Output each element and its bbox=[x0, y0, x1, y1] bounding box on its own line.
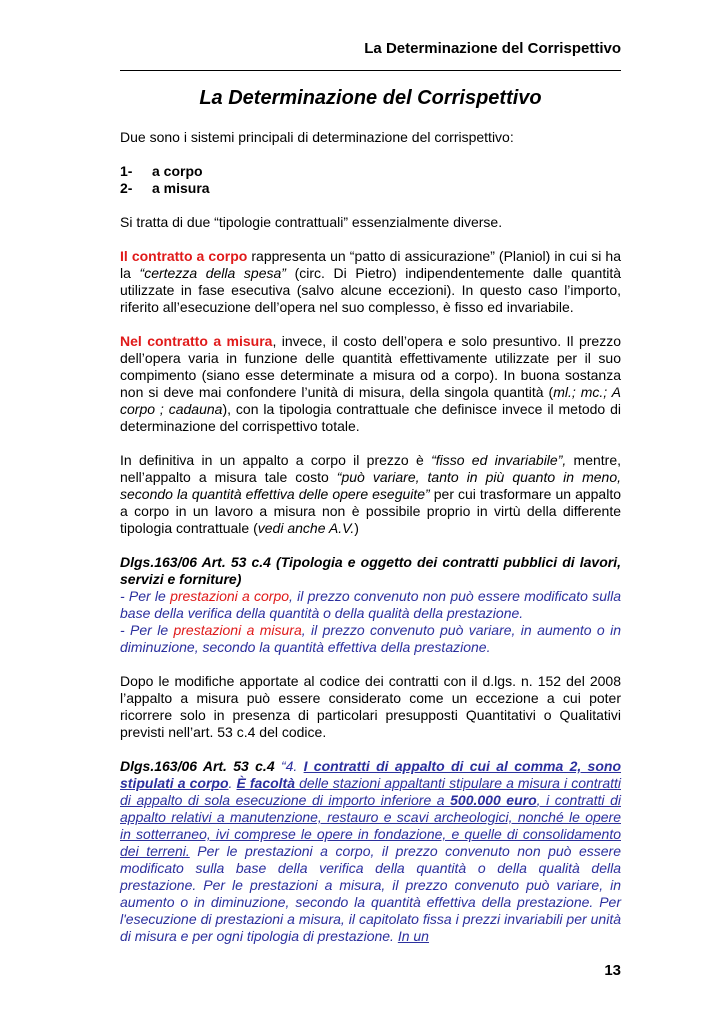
article-heading: Dlgs.163/06 Art. 53 c.4 (Tipologia e oggetto dei contratti pubblici di lavori, servizi e forniture) bbox=[120, 554, 621, 587]
list-item bbox=[120, 180, 621, 197]
modifiche-paragraph: Dopo le modifiche apportate al codice dei contratti con il d.lgs. n. 152 del 2008 l’appalto a misura può essere considerato come un eccezione a cui poter ricorrere solo in presenza di particolari presupposti Quantitativi o Qualitativi previsti nell’art. 53 c.4 del codice. bbox=[120, 673, 621, 740]
article-bullet: - Per le prestazioni a corpo, il prezzo convenuto non può essere modificato sulla base della verifica della quantità o della qualità della prestazione. bbox=[120, 588, 621, 621]
page-title: La Determinazione del Corrispettivo bbox=[199, 87, 542, 109]
article-quote: Dlgs.163/06 Art. 53 c.4 “4. I contratti di appalto di cui al comma 2, sono stipulati a corpo. È facoltà delle stazioni appaltanti stipulare a misura i contratti di appalto di sola esecuzione di importo inferiore a 500.000 euro, i contratti di appalto relativi a manutenzione, restauro e scavi archeologici, nonché le opere in sotterraneo, ivi comprese le opere in fondazione, e quelle di consolidamento dei terreni. Per le prestazioni a corpo, il prezzo convenuto non può essere modificato sulla base della verifica della quantità o della qualità della prestazione. Per le prestazioni a misura, il prezzo convenuto può variare, in aumento o in diminuzione, secondo la quantità effettiva della prestazione. Per l'esecuzione di prestazioni a misura, il capitolato fissa i prezzi invariabili per unità di misura e per ogni tipologia di prestazione. In un bbox=[120, 758, 622, 944]
list-number: 1- bbox=[120, 163, 133, 179]
list-label: a corpo bbox=[152, 163, 203, 179]
intro-paragraph: Due sono i sistemi principali di determinazione del corrispettivo: bbox=[120, 129, 514, 145]
contratto-corpo-paragraph: Il contratto a corpo rappresenta un “patto di assicurazione” (Planiol) in cui si ha la “certezza della spesa” (circ. Di Pietro) indipendentemente dalle quantità utilizzate in fase esecutiva (salvo alcune eccezioni). In questo caso l’importo, riferito all’esecuzione dell’opera nel suo complesso, è fisso ed invariabile. bbox=[120, 248, 621, 315]
article-quote-heading: Dlgs.163/06 Art. 53 c.4 bbox=[120, 758, 275, 774]
page-number: 13 bbox=[604, 962, 621, 979]
list-item bbox=[120, 163, 621, 180]
term-contratto-corpo: Il contratto a corpo bbox=[120, 248, 248, 264]
list-number: 2- bbox=[120, 180, 133, 196]
contratto-misura-paragraph: Nel contratto a misura, invece, il costo dell’opera e solo presuntivo. Il prezzo dell’opera varia in funzione delle quantità effettivamente utilizzate per il suo compimento (siano esse determinate a misura od a corpo). In buona sostanza non si deve mai confondere l’unità di misura, della singola quantità (ml.; mc.; A corpo ; cadauna), con la tipologia contrattuale che definisce invece il metodo di determinazione del corrispettivo totale. bbox=[120, 333, 622, 434]
definitiva-paragraph: In definitiva in un appalto a corpo il prezzo è “fisso ed invariabile”, mentre, nell’appalto a misura tale costo “può variare, tanto in più quanto in meno, secondo la quantità effettiva delle opere eseguite” per cui trasformare un appalto a corpo in un lavoro a misura non è possibile proprio in virtù della differente tipologia contrattuale (vedi anche A.V.) bbox=[120, 452, 622, 536]
term-contratto-misura: Nel contratto a misura bbox=[120, 333, 273, 349]
page-content bbox=[120, 86, 621, 945]
running-header: La Determinazione del Corrispettivo bbox=[364, 40, 621, 57]
list-label: a misura bbox=[152, 180, 210, 196]
tipologie-paragraph: Si tratta di due “tipologie contrattuali” essenzialmente diverse. bbox=[120, 214, 503, 230]
header-rule bbox=[120, 70, 621, 71]
article-bullet: - Per le prestazioni a misura, il prezzo convenuto può variare, in aumento o in diminuzione, secondo la quantità effettiva della prestazione. bbox=[120, 622, 621, 655]
